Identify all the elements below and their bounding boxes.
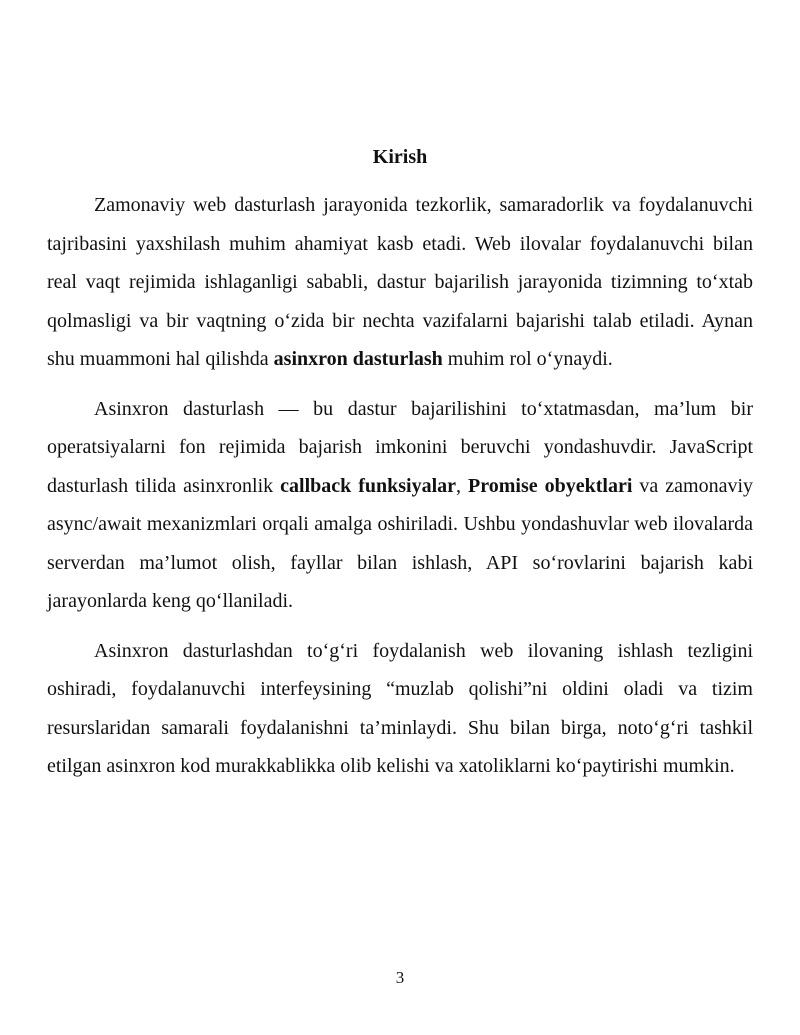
section-title: Kirish: [372, 146, 428, 168]
page-number: 3: [395, 968, 405, 987]
bold-term: asinxron dasturlash: [273, 348, 443, 370]
body-text: [47, 186, 753, 797]
paragraph-text: Zamonaviy web dasturlash jarayonida tezkorlik, samaradorlik va foydalanuvchi tajribasini yaxshilash muhim ahamiyat kasb etadi. Web ilovalar foydalanuvchi bilan real vaqt rejimida ishlaganligi sababli, dastur bajarilish jarayonida tizimning to‘xtab qolmasligi va bir vaqtning o‘zida bir nechta vazifalarni bajarishi talab etiladi. Aynan shu muammoni hal qilishda: [47, 194, 753, 370]
paragraph: [47, 632, 753, 786]
bold-term: callback funksiyalar: [280, 474, 457, 497]
paragraph-text: ,: [456, 474, 469, 497]
paragraph-text: muhim rol o‘ynaydi.: [442, 348, 613, 370]
paragraph-text: Asinxron dasturlash — bu dastur bajarilishini to‘xtatmasdan, ma’lum bir operatsiyalarni fon rejimida bajarish imkonini beruvchi yondashuvdir. JavaScript dasturlash tilida asinxronlik: [47, 397, 753, 497]
bold-term: Promise obyektlari: [468, 474, 633, 497]
paragraph-text: va zamonaviy async/await mexanizmlari orqali amalga oshiriladi. Ushbu yondashuvlar web ilovalarda serverdan ma’lumot olish, fayllar bilan ishlash, API so‘rovlarini bajarish kabi jarayonlarda keng qo‘llaniladi.: [47, 474, 753, 612]
paragraph: [47, 186, 753, 379]
paragraph-text: Asinxron dasturlashdan to‘g‘ri foydalanish web ilovaning ishlash tezligini oshiradi, foydalanuvchi interfeysining “muzlab qolishi”ni oldini oladi va tizim resurslaridan samarali foydalanishni ta’minlaydi. Shu bilan birga, noto‘g‘ri tashkil etilgan asinxron kod murakkablikka olib kelishi va xatoliklarni ko‘paytirishi mumkin.: [47, 639, 753, 777]
paragraph: [47, 390, 753, 621]
